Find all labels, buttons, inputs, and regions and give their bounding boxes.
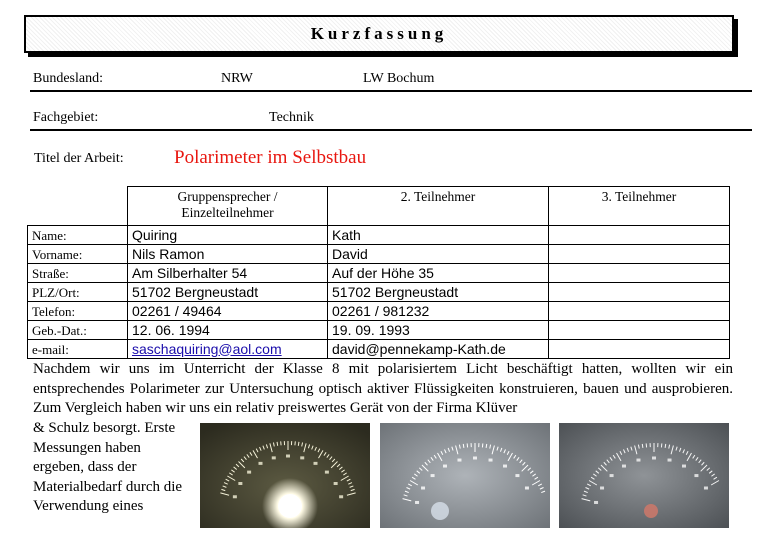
- cell-p3: [549, 264, 730, 283]
- table-row: [28, 340, 730, 359]
- wettbewerb-value: LW Bochum: [363, 71, 435, 86]
- cell-p3: [549, 302, 730, 321]
- polarimeter-photo-2-image: [380, 423, 550, 528]
- scale-number-mark: [652, 457, 656, 460]
- cell-p1: Am Silberhalter 54: [128, 264, 328, 283]
- cell-p1: 51702 Bergneustadt: [128, 283, 328, 302]
- scale-number-mark: [515, 474, 519, 477]
- scale-number-mark: [668, 459, 672, 462]
- email-link[interactable]: saschaquiring@aol.com: [132, 340, 282, 357]
- scale-number-mark: [600, 487, 604, 490]
- scale-tick: [665, 444, 666, 448]
- row-label: Geb.-Dat.:: [28, 321, 128, 340]
- cell-p2: Kath: [328, 226, 549, 245]
- scale-tick: [486, 444, 487, 448]
- scale-number-mark: [431, 474, 435, 477]
- scale-number-mark: [682, 465, 686, 468]
- scale-number-mark: [325, 471, 329, 474]
- scale-number-mark: [415, 501, 419, 504]
- cell-p3: [549, 245, 730, 264]
- cell-p2: David: [328, 245, 549, 264]
- scale-number-mark: [622, 465, 626, 468]
- row-label: Straße:: [28, 264, 128, 283]
- scale-tick: [642, 444, 643, 448]
- header-p3: 3. Teilnehmer: [549, 187, 730, 226]
- cell-p2: david@pennekamp-Kath.de: [328, 340, 549, 359]
- scale-number-mark: [247, 471, 251, 474]
- scale-number-mark: [503, 465, 507, 468]
- scale-number-mark: [610, 474, 614, 477]
- cell-p2: Auf der Höhe 35: [328, 264, 549, 283]
- row-label: Telefon:: [28, 302, 128, 321]
- arbeit-title: Polarimeter im Selbstbau: [174, 147, 367, 168]
- scale-tick: [463, 444, 464, 448]
- table-row: [28, 321, 730, 340]
- cell-p2: 02261 / 981232: [328, 302, 549, 321]
- scale-number-mark: [489, 459, 493, 462]
- polarimeter-photo-1: [200, 423, 370, 528]
- table-row: [28, 302, 730, 321]
- cell-p3: [549, 321, 730, 340]
- scale-number-mark: [473, 457, 477, 460]
- table-header-row: [28, 187, 730, 226]
- arbeit-label: Titel der Arbeit:: [34, 151, 124, 166]
- abstract-paragraph: Nachdem wir uns im Unterricht der Klasse 8 mit polarisiertem Licht beschäftigt hatten, wollten wir ein entsprechendes Polarimeter zur Untersuchung optisch aktiver Flüssigkeiten konstruieren, bauen und ausprobieren. Zum Vergleich haben wir uns ein relativ preiswertes Gerät von der Firma Klüver: [33, 361, 733, 416]
- cell-p1: Nils Ramon: [128, 245, 328, 264]
- scale-number-mark: [300, 456, 304, 459]
- scale-tick: [298, 442, 299, 446]
- scale-number-mark: [525, 487, 529, 490]
- table-row: [28, 264, 730, 283]
- fachgebiet-label: Fachgebiet:: [33, 110, 99, 125]
- cell-p3: [549, 340, 730, 359]
- header-blank: [28, 187, 128, 226]
- bundesland-row: [30, 68, 752, 92]
- scale-number-mark: [443, 465, 447, 468]
- cell-p3: [549, 226, 730, 245]
- bundesland-value: NRW: [221, 71, 253, 86]
- polarimeter-photo-1-image: [200, 423, 370, 528]
- scale-number-mark: [704, 487, 708, 490]
- abstract-continued: & Schulz besorgt. Erste Messungen haben ergeben, dass der Materialbedarf durch die Verwendung eines: [33, 420, 183, 514]
- cell-p2: 51702 Bergneustadt: [328, 283, 549, 302]
- cell-p1: 02261 / 49464: [128, 302, 328, 321]
- cell-p2: 19. 09. 1993: [328, 321, 549, 340]
- scale-number-mark: [314, 462, 318, 465]
- scale-number-mark: [457, 459, 461, 462]
- header-p1: Gruppensprecher / Einzelteilnehmer: [128, 187, 328, 226]
- polarimeter-photo-3: [559, 423, 729, 528]
- scale-number-mark: [238, 482, 242, 485]
- header-p2: 2. Teilnehmer: [328, 187, 549, 226]
- cell-p1: [128, 340, 328, 359]
- table-row: [28, 245, 730, 264]
- fachgebiet-value: Technik: [269, 110, 314, 125]
- title-box: [24, 15, 734, 53]
- row-label: Vorname:: [28, 245, 128, 264]
- polarimeter-photo-3-image: [559, 423, 729, 528]
- cell-p1: Quiring: [128, 226, 328, 245]
- document-title: Kurzfassung: [310, 24, 448, 43]
- table-row: [28, 226, 730, 245]
- scale-number-mark: [339, 495, 343, 498]
- scale-number-mark: [259, 462, 263, 465]
- scale-number-mark: [272, 456, 276, 459]
- scale-number-mark: [636, 459, 640, 462]
- scale-number-mark: [233, 495, 237, 498]
- scale-tick: [277, 442, 278, 446]
- row-label: e-mail:: [28, 340, 128, 359]
- scale-number-mark: [594, 501, 598, 504]
- scale-number-mark: [334, 482, 338, 485]
- cell-p1: 12. 06. 1994: [128, 321, 328, 340]
- row-label: Name:: [28, 226, 128, 245]
- scale-number-mark: [421, 487, 425, 490]
- scale-number-mark: [694, 474, 698, 477]
- row-label: PLZ/Ort:: [28, 283, 128, 302]
- polarimeter-photo-2: [380, 423, 550, 528]
- bundesland-label: Bundesland:: [33, 71, 103, 86]
- fachgebiet-row: [30, 107, 752, 131]
- table-row: [28, 283, 730, 302]
- cell-p3: [549, 283, 730, 302]
- participants-table: [27, 186, 730, 359]
- scale-number-mark: [286, 455, 290, 458]
